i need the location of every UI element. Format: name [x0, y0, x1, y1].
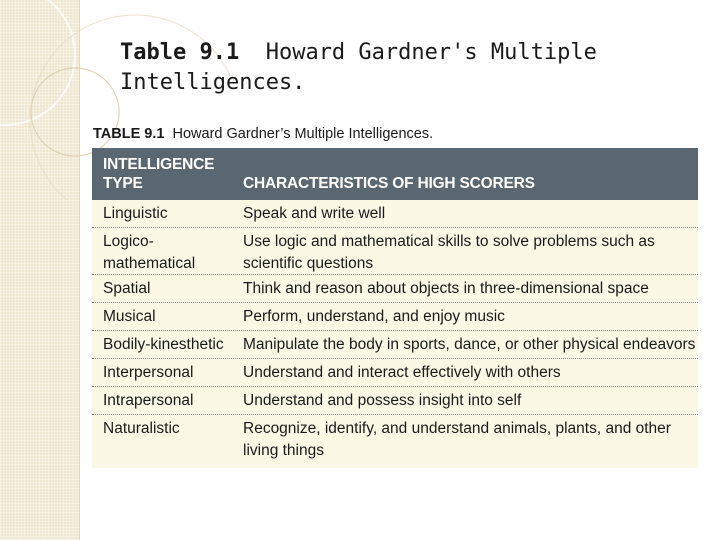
- cell-characteristics: Understand and interact effectively with others: [243, 364, 561, 381]
- table-row: [92, 275, 698, 303]
- table-body: [92, 200, 698, 462]
- slide-title-number: Table 9.1: [120, 40, 240, 65]
- cell-characteristics: Recognize, identify, and understand animals, plants, and other living things: [243, 420, 671, 459]
- table-caption: [93, 126, 433, 142]
- table-caption-number: TABLE 9.1: [93, 126, 165, 142]
- table-row: [92, 415, 698, 462]
- cell-characteristics: Perform, understand, and enjoy music: [243, 308, 505, 325]
- table-row: [92, 303, 698, 331]
- table-row: [92, 200, 698, 228]
- cell-characteristics: Think and reason about objects in three-dimensional space: [243, 280, 649, 297]
- cell-characteristics: Understand and possess insight into self: [243, 392, 522, 409]
- cell-intelligence-type: Logico- mathematical: [103, 233, 196, 272]
- slide-title-text: Howard Gardner's Multiple Intelligences.: [120, 40, 611, 95]
- cell-intelligence-type: Musical: [103, 308, 156, 325]
- slide-title: [120, 38, 680, 98]
- cell-intelligence-type: Interpersonal: [103, 364, 194, 381]
- header-col1-line2: TYPE: [103, 175, 143, 192]
- table-caption-text: Howard Gardner’s Multiple Intelligences.: [164, 126, 434, 142]
- cell-characteristics: Use logic and mathematical skills to solve problems such as scientific questions: [243, 233, 655, 272]
- cell-characteristics: Speak and write well: [243, 205, 386, 222]
- table-row: [92, 228, 698, 275]
- cell-intelligence-type: Spatial: [103, 280, 151, 297]
- table-row: [92, 387, 698, 415]
- table-header: [92, 148, 698, 200]
- cell-characteristics: Manipulate the body in sports, dance, or other physical endeavors: [243, 336, 696, 353]
- table-row: [92, 331, 698, 359]
- table-row: [92, 359, 698, 387]
- cell-intelligence-type: Intrapersonal: [103, 392, 194, 409]
- header-characteristics: CHARACTERISTICS OF HIGH SCORERS: [243, 175, 535, 192]
- cell-intelligence-type: Linguistic: [103, 205, 168, 222]
- intelligences-table: [92, 148, 698, 468]
- header-col1-line1: INTELLIGENCE: [103, 156, 215, 173]
- cell-intelligence-type: Naturalistic: [103, 420, 180, 437]
- cell-intelligence-type: Bodily-kinesthetic: [103, 336, 224, 353]
- decorative-side-band: [0, 0, 80, 540]
- header-intelligence-type: [92, 148, 232, 200]
